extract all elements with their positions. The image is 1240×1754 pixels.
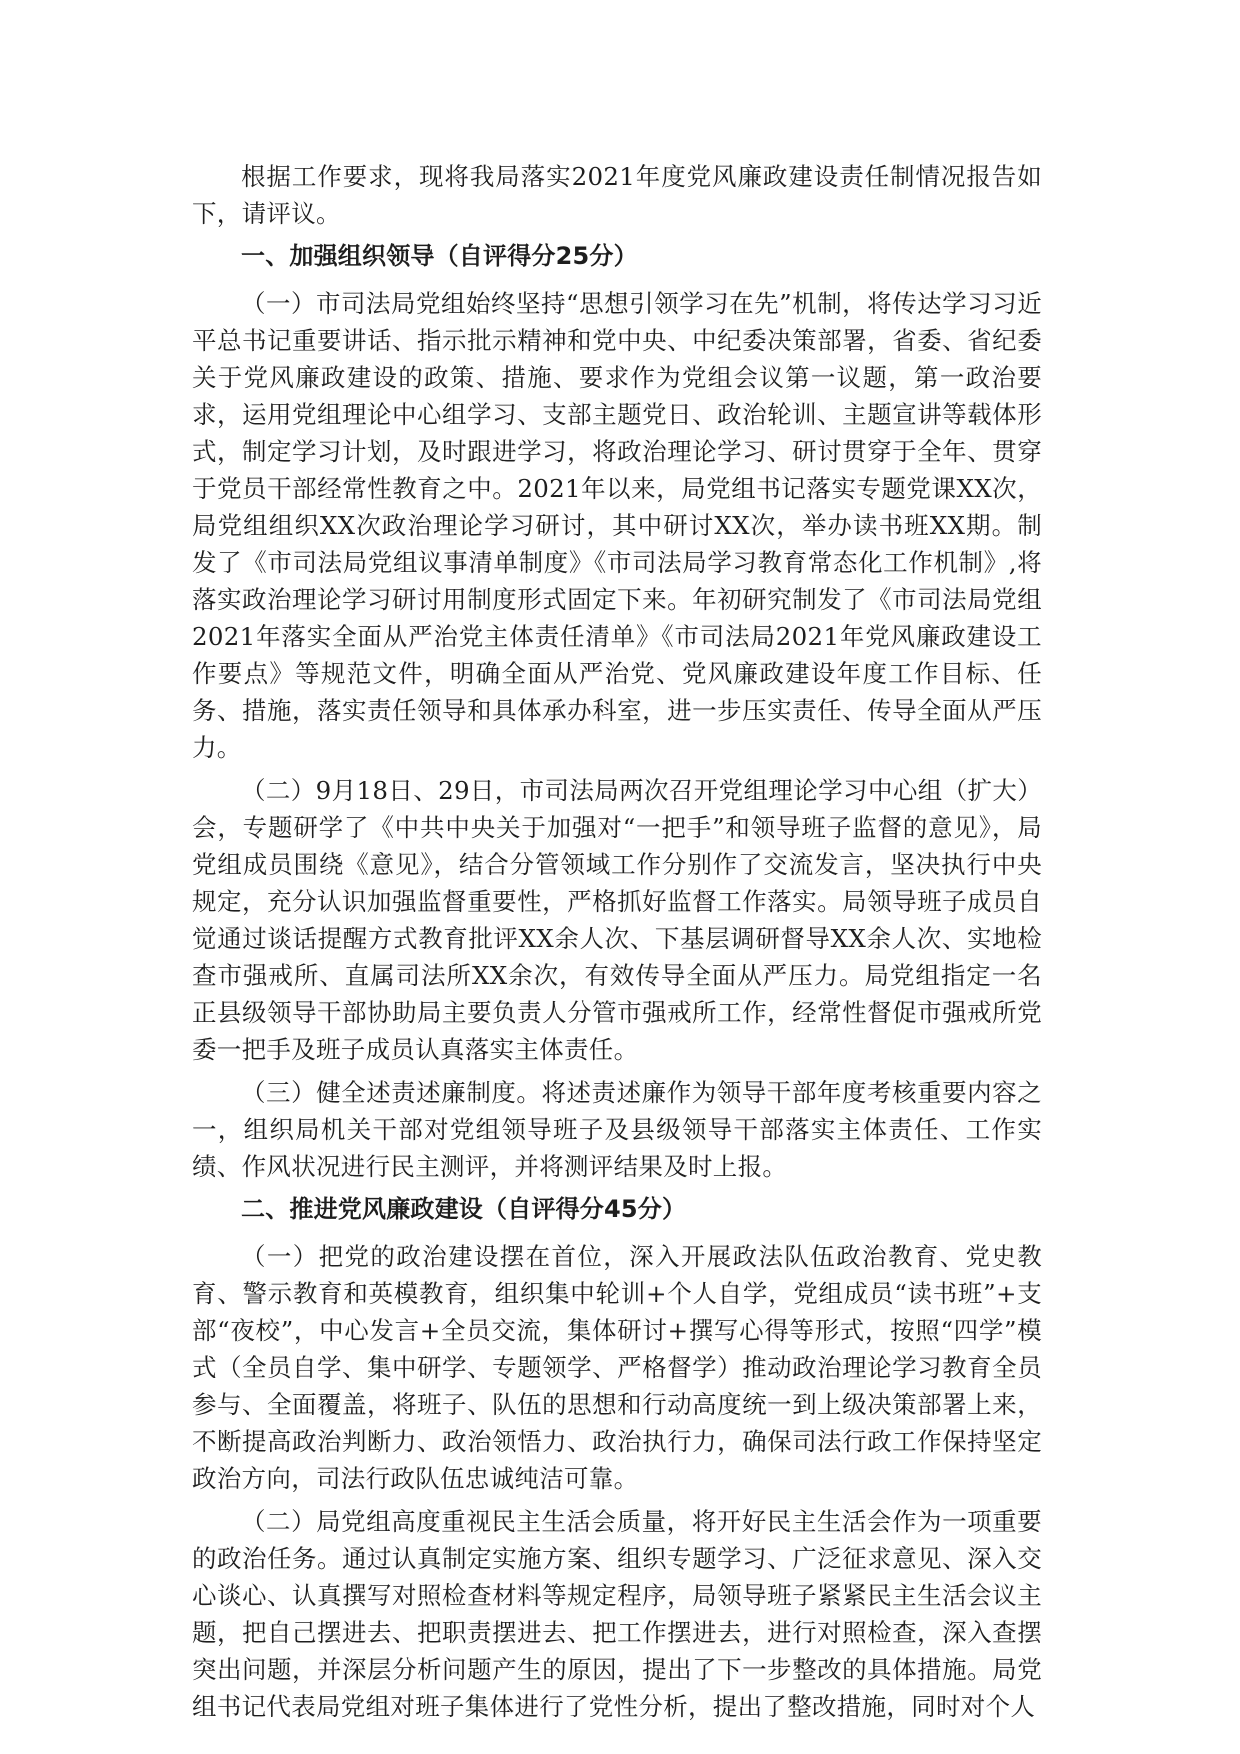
section-1-paragraph-3: （三）健全述责述廉制度。将述责述廉作为领导干部年度考核重要内容之一，组织局机关干部对党组领导班子及县级领导干部落实主体责任、工作实绩、作风状况进行民主测评，并将测评结果及时上报。 bbox=[192, 1078, 1042, 1181]
section-1-paragraph-2: （二）9月18日、29日，市司法局两次召开党组理论学习中心组（扩大）会，专题研学了《中共中央关于加强对“一把手”和领导班子监督的意见》，局党组成员围绕《意见》，结合分管领域工作分别作了交流发言，坚决执行中央规定，充分认识加强监督重要性，严格抓好监督工作落实。局领导班子成员自觉通过谈话提醒方式教育批评XX余人次、下基层调研督导XX余人次、实地检查市强戒所、直属司法所XX余次，有效传导全面从严压力。局党组指定一名正县级领导干部协助局主要负责人分管市强戒所工作，经常性督促市强戒所党委一把手及班子成员认真落实主体责任。 bbox=[192, 776, 1042, 1064]
document-page bbox=[192, 158, 1042, 1725]
section-heading-organization-leadership: 一、加强组织领导（自评得分25分） bbox=[241, 242, 638, 270]
section-heading-integrity-construction: 二、推进党风廉政建设（自评得分45分） bbox=[241, 1195, 687, 1223]
section-2-paragraph-2: （二）局党组高度重视民主生活会质量，将开好民主生活会作为一项重要的政治任务。通过认真制定实施方案、组织专题学习、广泛征求意见、深入交心谈心、认真撰写对照检查材料等规定程序，局领导班子紧紧民主生活会议主题，把自己摆进去、把职责摆进去、把工作摆进去，进行对照检查，深入查摆突出问题，并深层分析问题产生的原因，提出了下一步整改的具体措施。局党组书记代表局党组对班子集体进行了党性分析，提出了整改措施，同时对个人 bbox=[192, 1507, 1042, 1721]
intro-paragraph: 根据工作要求，现将我局落实2021年度党风廉政建设责任制情况报告如下，请评议。 bbox=[192, 162, 1042, 228]
section-1-paragraph-1: （一）市司法局党组始终坚持“思想引领学习在先”机制，将传达学习习近平总书记重要讲话、指示批示精神和党中央、中纪委决策部署，省委、省纪委关于党风廉政建设的政策、措施、要求作为党组会议第一议题，第一政治要求，运用党组理论中心组学习、支部主题党日、政治轮训、主题宣讲等载体形式，制定学习计划，及时跟进学习，将政治理论学习、研讨贯穿于全年、贯穿于党员干部经常性教育之中。2021年以来，局党组书记落实专题党课XX次，局党组组织XX次政治理论学习研讨，其中研讨XX次，举办读书班XX期。制发了《市司法局党组议事清单制度》《市司法局学习教育常态化工作机制》,将落实政治理论学习研讨用制度形式固定下来。年初研究制发了《市司法局党组2021年落实全面从严治党主体责任清单》《市司法局2021年党风廉政建设工作要点》等规范文件，明确全面从严治党、党风廉政建设年度工作目标、任务、措施，落实责任领导和具体承办科室，进一步压实责任、传导全面从严压力。 bbox=[192, 289, 1042, 762]
section-2-paragraph-1: （一）把党的政治建设摆在首位，深入开展政法队伍政治教育、党史教育、警示教育和英模教育，组织集中轮训+个人自学，党组成员“读书班”+支部“夜校”，中心发言+全员交流，集体研讨+撰写心得等形式，按照“四学”模式（全员自学、集中研学、专题领学、严格督学）推动政治理论学习教育全员参与、全面覆盖，将班子、队伍的思想和行动高度统一到上级决策部署上来，不断提高政治判断力、政治领悟力、政治执行力，确保司法行政工作保持坚定政治方向，司法行政队伍忠诚纯洁可靠。 bbox=[192, 1242, 1042, 1493]
